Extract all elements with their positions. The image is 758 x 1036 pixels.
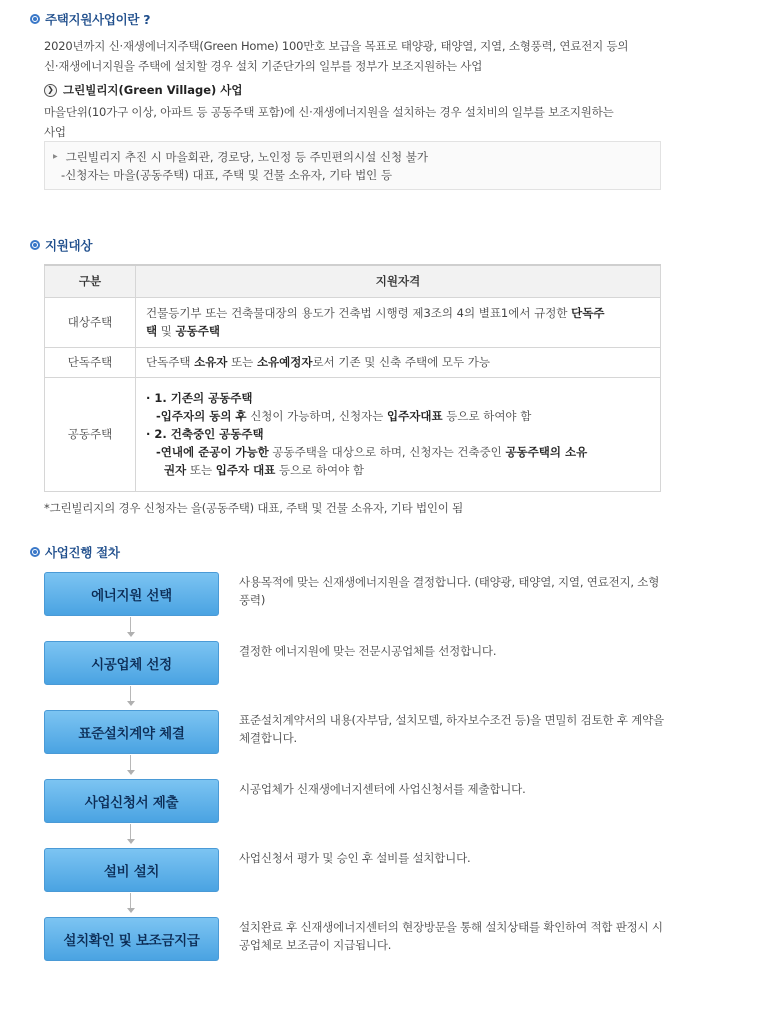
row-content bbox=[136, 377, 661, 491]
row-bold-text: 소유예정자 bbox=[256, 355, 313, 369]
row-bold-text: 공동주택의 소유 bbox=[505, 445, 588, 459]
row-bold-text: 소유자 bbox=[194, 355, 228, 369]
row-bold-text: 택 bbox=[146, 324, 158, 338]
row-bold-text: 입주자대표 bbox=[387, 409, 443, 423]
row-text: 신청이 가능하며, 신청자는 bbox=[246, 409, 388, 423]
row-text: 및 bbox=[157, 324, 176, 338]
row-text: 단독주택 bbox=[146, 355, 195, 369]
step-contractor-selection: 시공업체 선정 bbox=[44, 641, 219, 685]
table-header-category: 구분 bbox=[45, 265, 136, 297]
circle-bullet-icon bbox=[30, 240, 40, 250]
table-header-row bbox=[45, 265, 661, 297]
step-energy-source-selection: 에너지원 선택 bbox=[44, 572, 219, 616]
note-text: 그린빌리지 추진 시 마을회관, 경로당, 노인정 등 주민편의시설 신청 불가 bbox=[65, 150, 428, 164]
table-header-qualification: 지원자격 bbox=[136, 265, 661, 297]
row-content bbox=[136, 347, 661, 377]
step-application-submission: 사업신청서 제출 bbox=[44, 779, 219, 823]
row-text: 또는 bbox=[186, 463, 216, 477]
step-installation-check-subsidy: 설치확인 및 보조금지급 bbox=[44, 917, 219, 961]
table-row bbox=[45, 297, 661, 347]
triangle-bullet-icon: ▶ bbox=[53, 153, 58, 160]
row-text: 또는 bbox=[227, 355, 257, 369]
step-description: 사용목적에 맞는 신재생에너지원을 결정합니다. (태양광, 태양열, 지열, 연료전지, 소형풍력) bbox=[239, 575, 660, 607]
table-row bbox=[45, 347, 661, 377]
step-description: 설치완료 후 신재생에너지센터의 현장방문을 통해 설치상태를 확인하여 적합 판정시 시공업체로 보조금이 지급됩니다. bbox=[239, 920, 663, 952]
table-row bbox=[45, 377, 661, 491]
description-line: 신·재생에너지원을 주택에 설치할 경우 설치 기준단가의 일부를 정부가 보조지원하는 사업 bbox=[44, 59, 483, 73]
description-line: 2020년까지 신·재생에너지주택(Green Home) 100만호 보급을 목표로 태양광, 태양열, 지열, 소형풍력, 연료전지 등의 bbox=[44, 39, 629, 53]
green-village-note-box bbox=[44, 141, 661, 190]
arrow-down-icon bbox=[127, 908, 135, 913]
section-title-text: 사업진행 절차 bbox=[45, 545, 120, 560]
row-bold-text: -연내에 준공이 가능한 bbox=[156, 445, 269, 459]
sub-title-green-village bbox=[44, 82, 243, 98]
step-description: 표준설치계약서의 내용(자부담, 설치모델, 하자보수조건 등)을 면밀히 검토한 후 계약을 체결합니다. bbox=[239, 713, 664, 745]
arrow-down-icon bbox=[127, 770, 135, 775]
list-item-detail bbox=[146, 443, 650, 479]
note-text: -신청자는 마을(공동주택) 대표, 주택 및 건물 소유자, 기타 법인 등 bbox=[61, 168, 393, 182]
step-description: 사업신청서 평가 및 승인 후 설비를 설치합니다. bbox=[239, 851, 471, 865]
housing-support-description bbox=[44, 36, 669, 76]
note-row bbox=[53, 148, 660, 166]
step-description: 시공업체가 신재생에너지센터에 사업신청서를 제출합니다. bbox=[239, 782, 526, 796]
row-text: 건물등기부 또는 건축물대장의 용도가 건축법 시행령 제3조의 4의 별표1에서 규정한 bbox=[146, 306, 572, 320]
circle-bullet-icon bbox=[30, 547, 40, 557]
arrow-down-icon bbox=[127, 839, 135, 844]
step-description: 결정한 에너지원에 맞는 전문시공업체를 선정합니다. bbox=[239, 644, 497, 658]
row-bold-text: 단독주 bbox=[571, 306, 605, 320]
support-target-table bbox=[44, 264, 661, 492]
sub-title-text: 그린빌리지(Green Village) 사업 bbox=[63, 83, 243, 97]
section-title-support-target bbox=[30, 236, 92, 254]
green-village-description bbox=[44, 102, 669, 142]
arrow-down-icon bbox=[127, 632, 135, 637]
section-title-process bbox=[30, 543, 120, 561]
section-title-housing-support bbox=[30, 10, 150, 28]
row-label: 단독주택 bbox=[45, 347, 136, 377]
section-title-text: 주택지원사업이란 ? bbox=[45, 12, 151, 27]
row-bold-text: -입주자의 동의 후 bbox=[156, 409, 247, 423]
row-text: 공동주택을 대상으로 하며, 신청자는 건축중인 bbox=[268, 445, 506, 459]
section-title-text: 지원대상 bbox=[45, 238, 93, 253]
step-equipment-installation: 설비 설치 bbox=[44, 848, 219, 892]
row-content bbox=[136, 297, 661, 347]
arrow-down-icon bbox=[127, 701, 135, 706]
green-village-footnote: *그린빌리지의 경우 신청자는 을(공동주택) 대표, 주택 및 건물 소유자, 기타 법인이 됨 bbox=[44, 501, 464, 515]
circle-bullet-icon bbox=[30, 14, 40, 24]
row-bold-text: 입주자 대표 bbox=[215, 463, 276, 477]
list-item-title: · 1. 기존의 공동주택 bbox=[146, 391, 253, 405]
description-line: 마을단위(10가구 이상, 아파트 등 공동주택 포함)에 신·재생에너지원을 설치하는 경우 설치비의 일부를 보조지원하는 bbox=[44, 105, 614, 119]
row-label: 공동주택 bbox=[45, 377, 136, 491]
description-line: 사업 bbox=[44, 125, 66, 139]
row-bold-text: 권자 bbox=[164, 463, 187, 477]
row-label: 대상주택 bbox=[45, 297, 136, 347]
step-standard-contract: 표준설치계약 체결 bbox=[44, 710, 219, 754]
chevron-right-circle-icon: ❯ bbox=[44, 84, 57, 97]
list-item-detail bbox=[146, 407, 650, 425]
row-text: 등으로 하여야 함 bbox=[275, 463, 365, 477]
row-text: 등으로 하여야 함 bbox=[442, 409, 532, 423]
row-text: 로서 기존 및 신축 주택에 모두 가능 bbox=[312, 355, 490, 369]
row-bold-text: 공동주택 bbox=[175, 324, 220, 338]
list-item-title: · 2. 건축중인 공동주택 bbox=[146, 427, 264, 441]
